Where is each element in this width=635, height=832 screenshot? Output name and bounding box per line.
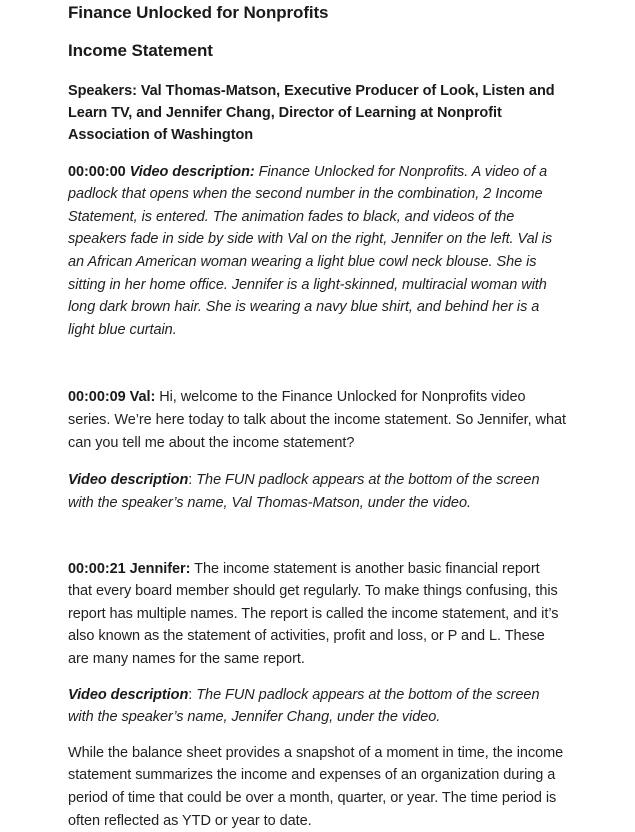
speech-text-1: Hi, welcome to the Finance Unlocked for Nonprofits video series. We’re here today to talk about the income statement. So Jennifer, what can you tell me about the income statement?	[68, 389, 566, 451]
timestamp-0: 00:00:00	[68, 163, 126, 180]
timestamp-2: 00:00:21	[68, 560, 126, 577]
video-description-text-0: Finance Unlocked for Nonprofits. A video of a padlock that opens when the second number in the combination, 2 Income Statement, is entered. The animation fades to black, and videos of the speakers fade in side by side with Val on the right, Jennifer on the left. Val is an African American woman wearing a light blue cowl neck blouse. She is sitting in her home office. Jennifer is a light-skinned, multiracial woman with long dark brown hair. She is wearing a navy blue shirt, and behind her is a light blue curtain.	[68, 163, 553, 338]
video-description-colon-2: :	[188, 686, 193, 703]
video-description-text-1: The FUN padlock appears at the bottom of the screen with the speaker’s name, Val Thomas-Matson, under the video.	[68, 472, 540, 511]
video-description-text-2: The FUN padlock appears at the bottom of the screen with the speaker’s name, Jennifer Chang, under the video.	[68, 686, 540, 726]
transcript-entry-video-description-0	[68, 146, 567, 342]
transcript-entry-continuation-3: While the balance sheet provides a snapshot of a moment in time, the income statement summarizes the income and expenses of an organization during a period of time that could be over a month, quarter, or year. The time period is often reflected as YTD or year to date.	[68, 744, 564, 829]
transcript-entry-val-1	[68, 341, 567, 454]
transcript-entry-video-description-2	[68, 671, 567, 729]
video-description-label-0: Video description:	[129, 163, 255, 180]
speakers-line: Speakers: Val Thomas-Matson, Executive Producer of Look, Listen and Learn TV, and Jennifer Chang, Director of Learning at Nonprofit Association of Washington	[68, 82, 555, 143]
speaker-label-2: Jennifer:	[129, 560, 191, 577]
speech-text-2: The income statement is another basic financial report that every board member should get regularly. To make things confusing, this report has multiple names. The report is called the income statement, and it’s also known as the statement of activities, profit and loss, or P and L. These are many names for the same report.	[68, 560, 559, 667]
transcript-entry-video-description-1	[68, 454, 567, 514]
transcript-entry-jennifer-2	[68, 515, 567, 671]
page-title: Finance Unlocked for Nonprofits	[68, 3, 329, 22]
video-description-colon-1: :	[188, 472, 193, 489]
speaker-label-1: Val:	[129, 389, 156, 406]
page-subtitle: Income Statement	[68, 41, 213, 61]
video-description-label-1: Video description	[68, 472, 189, 489]
timestamp-1: 00:00:09	[68, 389, 126, 406]
video-description-label-2: Video description	[68, 686, 189, 703]
